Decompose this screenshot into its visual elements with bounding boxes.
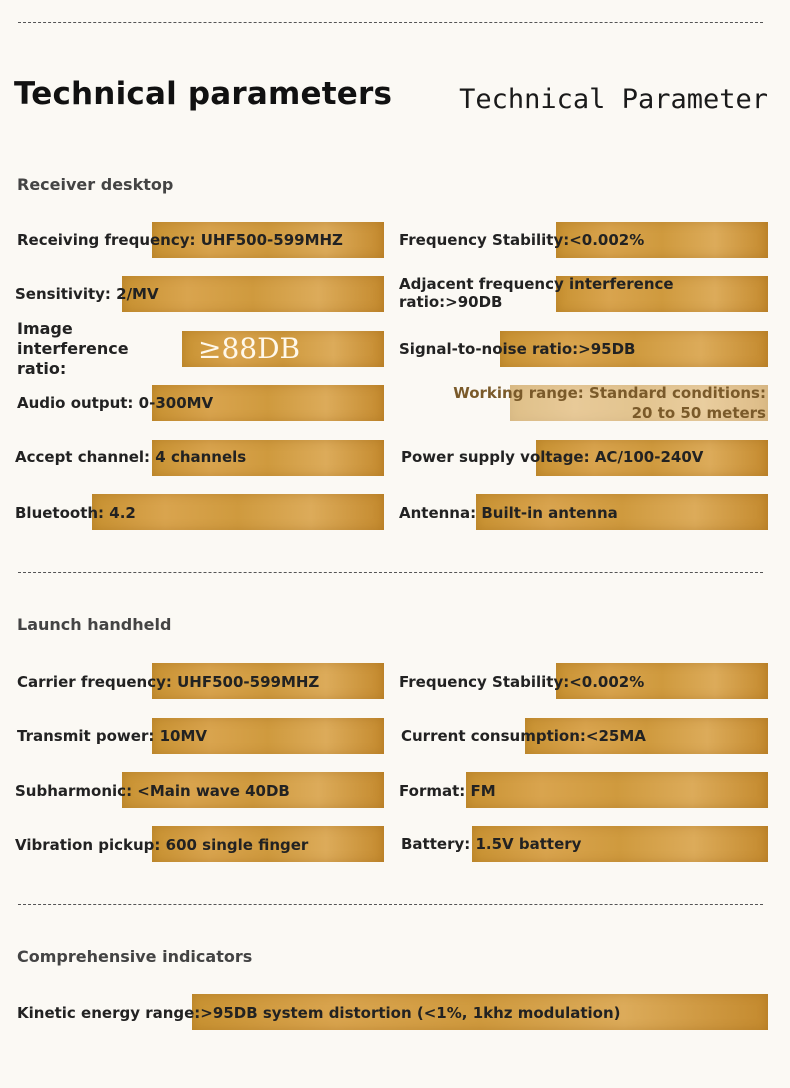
divider-top	[18, 22, 763, 23]
section-heading-receiver: Receiver desktop	[17, 175, 174, 194]
divider-receiver-handheld	[18, 572, 763, 573]
gold-bar	[122, 276, 384, 312]
spec-handheld-frequency-stability: Frequency Stability:<0.002%	[399, 673, 645, 691]
spec-snr: Signal-to-noise ratio:>95DB	[399, 340, 636, 358]
spec-working-range-line1: Working range: Standard conditions:	[453, 384, 766, 402]
spec-kinetic-energy: Kinetic energy range:>95DB system distortion (<1%, 1khz modulation)	[17, 1004, 621, 1022]
spec-accept-channel: Accept channel: 4 channels	[15, 448, 247, 466]
spec-receiving-frequency: Receiving frequency: UHF500-599MHZ	[17, 231, 343, 249]
spec-image-interference-line3: ratio:	[17, 359, 67, 378]
spec-transmit-power: Transmit power: 10MV	[17, 727, 207, 745]
spec-subharmonic: Subharmonic: <Main wave 40DB	[15, 782, 290, 800]
spec-antenna: Antenna: Built-in antenna	[399, 504, 618, 522]
page-title: Technical parameters	[14, 76, 393, 112]
spec-adjacent-line1: Adjacent frequency interference	[399, 275, 674, 293]
spec-working-range-line2: 20 to 50 meters	[631, 404, 766, 422]
spec-bluetooth: Bluetooth: 4.2	[15, 504, 136, 522]
spec-frequency-stability: Frequency Stability:<0.002%	[399, 231, 645, 249]
spec-power-supply: Power supply voltage: AC/100-240V	[401, 448, 704, 466]
spec-adjacent-line2: ratio:>90DB	[399, 293, 503, 311]
spec-image-interference-line2: interference	[17, 339, 129, 358]
page-subtitle: Technical Parameter	[459, 84, 768, 115]
spec-battery: Battery: 1.5V battery	[401, 835, 582, 853]
section-heading-handheld: Launch handheld	[17, 615, 172, 634]
divider-handheld-indicators	[18, 904, 763, 905]
spec-image-interference-line1: Image	[17, 319, 73, 338]
spec-format: Format: FM	[399, 782, 496, 800]
gold-bar	[466, 772, 768, 808]
spec-vibration-pickup: Vibration pickup: 600 single finger	[15, 836, 309, 854]
spec-carrier-frequency: Carrier frequency: UHF500-599MHZ	[17, 673, 320, 691]
spec-audio-output: Audio output: 0-300MV	[17, 394, 214, 412]
spec-sensitivity: Sensitivity: 2/MV	[15, 285, 159, 303]
section-heading-indicators: Comprehensive indicators	[17, 947, 253, 966]
spec-current-consumption: Current consumption:<25MA	[401, 727, 646, 745]
spec-image-interference-value: ≥88DB	[198, 332, 301, 365]
